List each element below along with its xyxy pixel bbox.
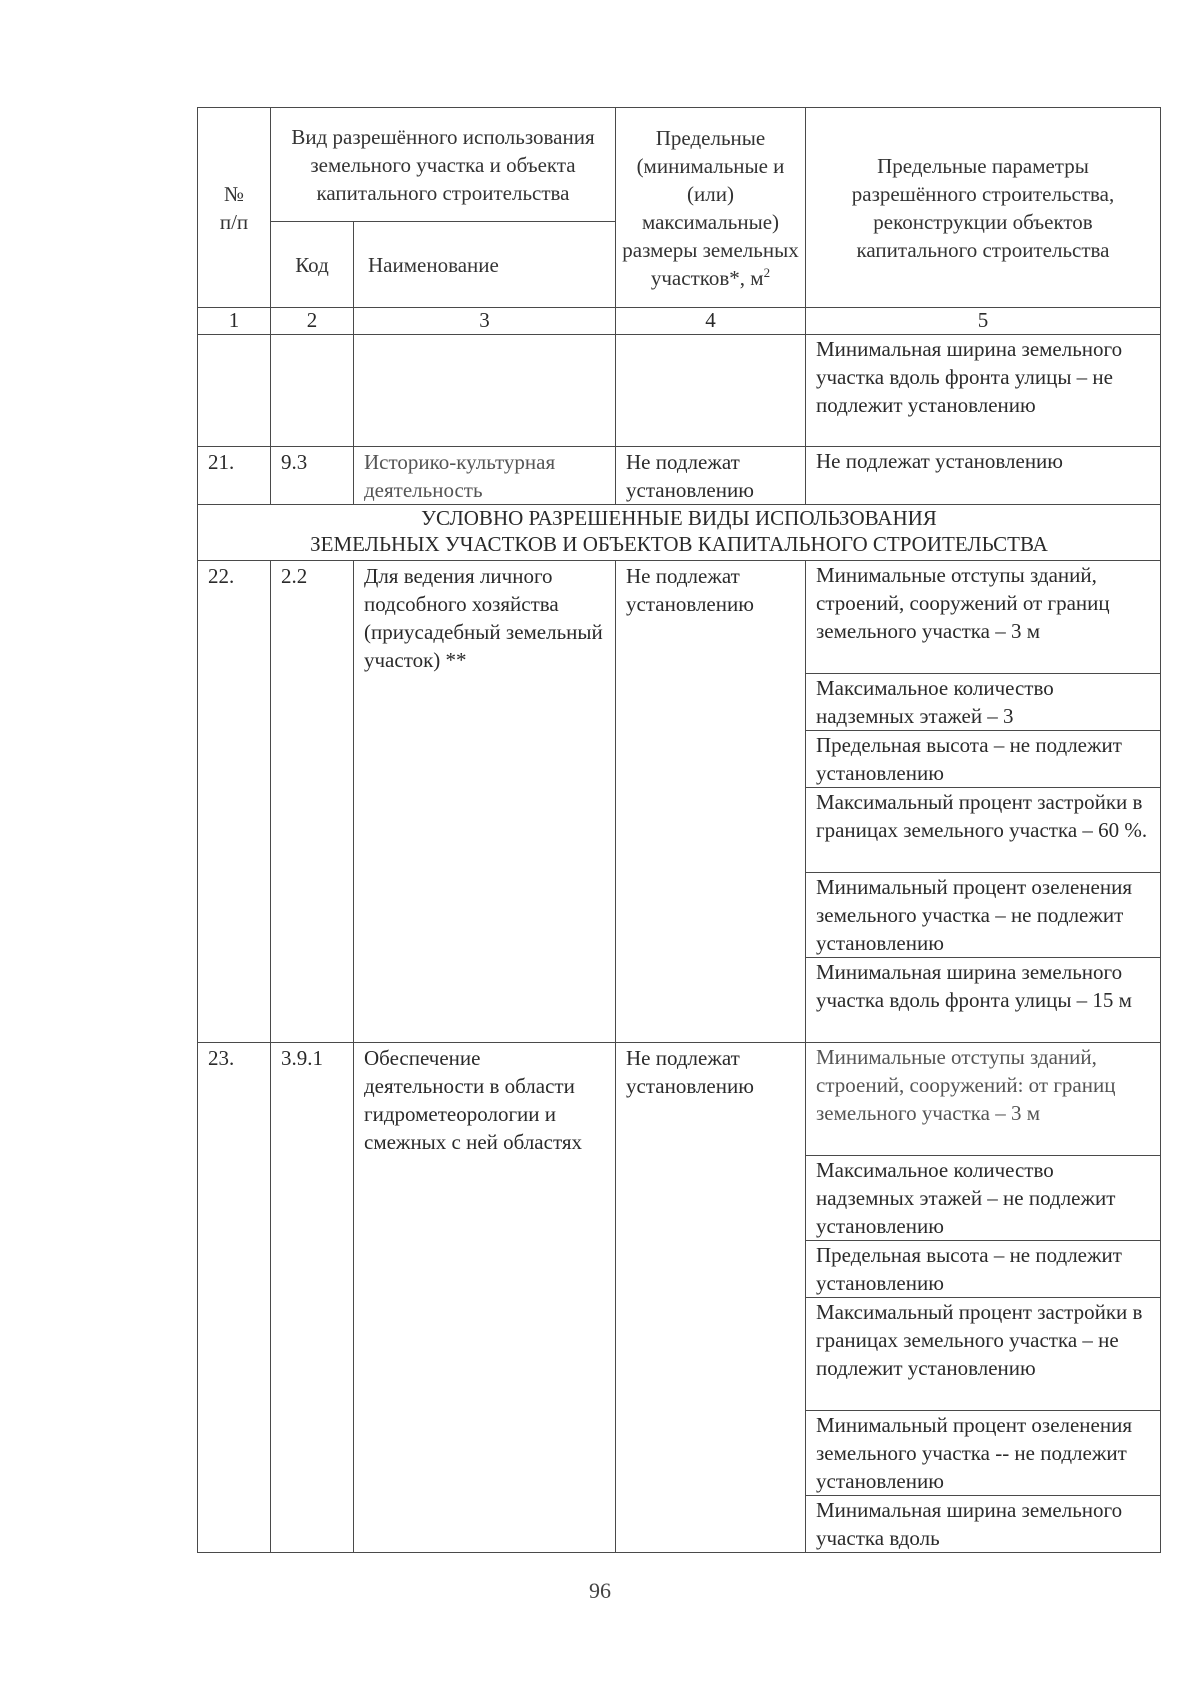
section-title-line-2: ЗЕМЕЛЬНЫХ УЧАСТКОВ И ОБЪЕКТОВ КАПИТАЛЬНОГО СТРОИТЕЛЬСТВА — [310, 532, 1048, 556]
header-code: Код — [271, 222, 354, 308]
param-item: Минимальная ширина земельного участка вдоль фронта улицы – 15 м — [816, 960, 1132, 1012]
section-title — [198, 505, 1161, 561]
header-params: Предельные параметры разрешённого строительства, реконструкции объектов капитального строительства — [806, 108, 1161, 308]
param-item: Максимальный процент застройки в границах земельного участка – не подлежит установлению — [806, 1298, 1160, 1411]
column-numbers-row — [198, 308, 1161, 335]
row-number: 21. — [198, 447, 271, 505]
column-number-4: 4 — [616, 308, 806, 335]
column-number-5: 5 — [806, 308, 1161, 335]
param-item: Предельная высота – не подлежит установлению — [806, 1241, 1160, 1298]
param-item: Минимальные отступы зданий, строений, сооружений от границ земельного участка – 3 м — [806, 561, 1160, 674]
param-item: Максимальное количество надземных этажей – 3 — [806, 674, 1160, 731]
row-params — [806, 561, 1161, 1043]
row-params — [806, 1043, 1161, 1553]
zoning-table — [197, 107, 1161, 1553]
row-code: 2.2 — [271, 561, 354, 1043]
continuation-params — [806, 335, 1161, 447]
row-code: 9.3 — [271, 447, 354, 505]
header-name: Наименование — [354, 222, 616, 308]
param-item: Не подлежат установлению — [816, 449, 1063, 473]
table-row — [198, 1043, 1161, 1553]
param-item: Максимальное количество надземных этажей – не подлежит установлению — [806, 1156, 1160, 1241]
header-vid: Вид разрешённого использования земельного участка и объекта капитального строительства — [271, 108, 616, 222]
section-title-line-1: УСЛОВНО РАЗРЕШЕННЫЕ ВИДЫ ИСПОЛЬЗОВАНИЯ — [421, 506, 937, 530]
param-item: Минимальный процент озеленения земельного участка – не подлежит установлению — [806, 873, 1160, 958]
param-item: Минимальная ширина земельного участка вдоль фронта улицы – не подлежит установлению — [816, 337, 1123, 417]
column-number-3: 3 — [354, 308, 616, 335]
row-name: Обеспечение деятельности в области гидрометеорологии и смежных с ней областях — [354, 1043, 616, 1553]
header-number-pp: п/п — [219, 209, 249, 234]
continuation-cell-empty — [616, 335, 806, 447]
page-number: 96 — [589, 1578, 611, 1603]
param-item: Предельная высота – не подлежит установлению — [806, 731, 1160, 788]
param-item: Минимальный процент озеленения земельного участка -- не подлежит установлению — [806, 1411, 1160, 1496]
header-sizes-text: Предельные (минимальные и (или) максимальные) размеры земельных участков*, м — [622, 125, 799, 290]
row-params — [806, 447, 1161, 505]
section-row — [198, 505, 1161, 561]
param-item: Максимальный процент застройки в границах земельного участка – 60 %. — [806, 788, 1160, 873]
header-sizes — [616, 108, 806, 308]
row-size: Не подлежат установлению — [616, 561, 806, 1043]
header-number-sign: № — [223, 181, 245, 206]
row-number: 23. — [198, 1043, 271, 1553]
row-number: 22. — [198, 561, 271, 1043]
continuation-cell-empty — [198, 335, 271, 447]
header-row — [198, 108, 1161, 222]
continuation-cell-empty — [354, 335, 616, 447]
param-item: Минимальные отступы зданий, строений, сооружений: от границ земельного участка – 3 м — [806, 1043, 1160, 1156]
param-item: Минимальная ширина земельного участка вдоль — [816, 1498, 1123, 1550]
header-sizes-sup: 2 — [763, 264, 771, 280]
row-name: Для ведения личного подсобного хозяйства (приусадебный земельный участок) ** — [354, 561, 616, 1043]
header-number — [198, 108, 271, 308]
row-name: Историко-культурная деятельность — [354, 447, 616, 505]
continuation-row — [198, 335, 1161, 447]
table-row — [198, 561, 1161, 1043]
table-row — [198, 447, 1161, 505]
continuation-cell-empty — [271, 335, 354, 447]
column-number-2: 2 — [271, 308, 354, 335]
row-code: 3.9.1 — [271, 1043, 354, 1553]
row-size: Не подлежат установлению — [616, 447, 806, 505]
column-number-1: 1 — [198, 308, 271, 335]
row-size: Не подлежат установлению — [616, 1043, 806, 1553]
